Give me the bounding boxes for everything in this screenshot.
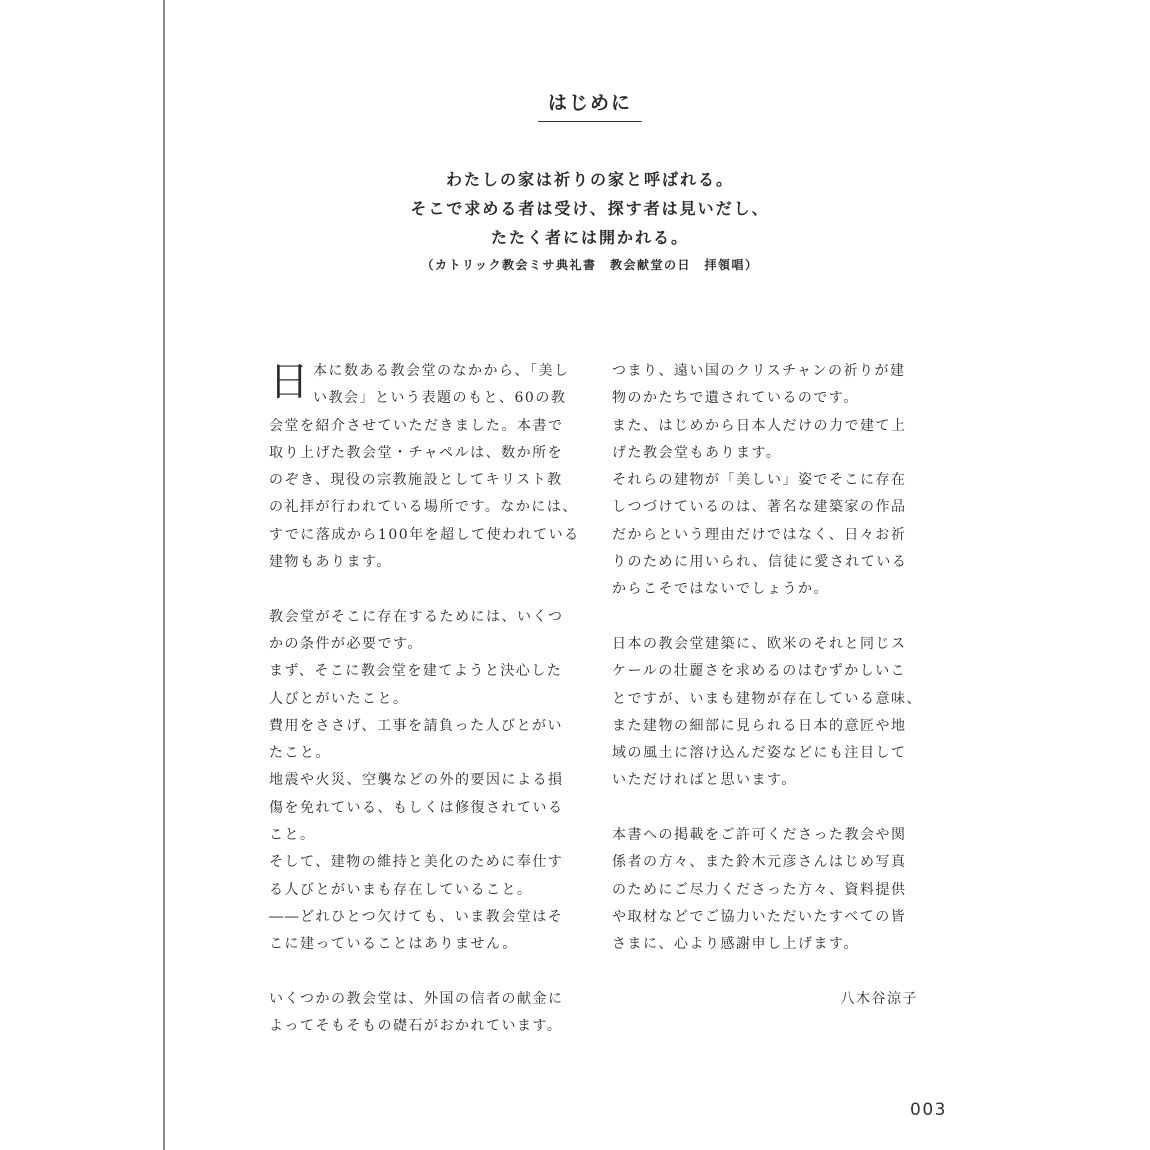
text-line: それらの建物が「美しい」姿でそこに存在 <box>612 472 907 489</box>
text-line: しつづけているのは、著名な建築家の作品 <box>612 499 907 516</box>
text-line: たこと。 <box>269 745 331 762</box>
text-line: とですが、いまも建物が存在している意味、 <box>612 690 922 707</box>
text-line: まず、そこに教会堂を建てようと決心した <box>269 663 563 680</box>
page-number: 003 <box>910 1100 947 1120</box>
epigraph-line: わたしの家は祈りの家と呼ばれる。 <box>445 170 734 189</box>
text-line: い教会」という表題のもと、60の教 <box>313 390 567 407</box>
epigraph-source: （カトリック教会ミサ典礼書 教会献堂の日 拝領唱） <box>421 258 759 272</box>
text-line: げた教会堂もあります。 <box>612 444 782 461</box>
text-line: いくつかの教会堂は、外国の信者の献金に <box>269 990 564 1007</box>
text-line: こと。 <box>269 827 316 844</box>
left-column <box>269 358 591 1068</box>
text-line: 取り上げた教会堂・チャペルは、数か所を <box>269 444 564 461</box>
text-line: る人びとがいまも存在していること。 <box>269 881 533 898</box>
text-line: すでに落成から100年を超して使われている <box>269 526 580 543</box>
text-line: かの条件が必要です。 <box>269 635 423 652</box>
text-line: だからという理由だけではなく、日々お祈 <box>612 526 907 543</box>
page-title: はじめに <box>538 88 642 122</box>
text-line: 人びとがいたこと。 <box>269 690 409 707</box>
drop-cap: 日 <box>269 359 311 405</box>
text-line: さまに、心より感謝申し上げます。 <box>612 936 859 953</box>
text-line: のためにご尽力くださった方々、資料提供 <box>612 881 907 898</box>
paragraph <box>612 358 934 604</box>
epigraph-line: そこで求める者は受け、探す者は見いだし、 <box>410 199 770 218</box>
text-line: 日本の教会堂建築に、欧米のそれと同じス <box>612 635 907 652</box>
paragraph <box>269 986 591 1041</box>
text-line: よってそもそもの礎石がおかれています。 <box>269 1018 563 1035</box>
text-line: 本に数ある教会堂のなかから、「美し <box>313 363 570 379</box>
text-line: のぞき、現役の宗教施設としてキリスト教 <box>269 472 563 489</box>
paragraph <box>269 604 591 959</box>
text-line: からこそではないでしょうか。 <box>612 581 829 598</box>
text-line: また、はじめから日本人だけの力で建て上 <box>612 417 907 434</box>
heading-block <box>0 88 1150 122</box>
text-line: 費用をささげ、工事を請負った人びとがい <box>269 717 563 734</box>
epigraph-line: たたく者には開かれる。 <box>490 228 689 247</box>
text-line: ケールの壮麗さを求めるのはむずかしいこ <box>612 663 907 680</box>
text-line: 傷を免れている、もしくは修復されている <box>269 799 564 816</box>
text-line: や取材などでご協力いただいたすべての皆 <box>612 908 907 925</box>
text-line: 建物もあります。 <box>269 554 392 571</box>
text-line: 係者の方々、また鈴木元彦さんはじめ写真 <box>612 854 907 871</box>
paragraph <box>612 631 934 795</box>
paragraph <box>612 822 934 958</box>
text-line: いただければと思います。 <box>612 772 797 789</box>
text-line: 会堂を紹介させていただきました。本書で <box>269 417 564 434</box>
text-line: 地震や火災、空襲などの外的要因による損 <box>269 772 564 789</box>
text-line: そして、建物の維持と美化のために奉仕す <box>269 854 564 871</box>
text-line: りのために用いられ、信徒に愛されている <box>612 554 908 571</box>
epigraph <box>0 165 1150 276</box>
text-line: また建物の細部に見られる日本的意匠や地 <box>612 717 907 734</box>
text-line: 物のかたちで遺されているのです。 <box>612 390 859 407</box>
text-line: ――どれひとつ欠けても、いま教会堂はそ <box>269 908 564 925</box>
text-line: の礼拝が行われている場所です。なかには、 <box>269 499 578 516</box>
text-line: 教会堂がそこに存在するためには、いくつ <box>269 608 564 625</box>
text-line: 域の風土に溶け込んだ姿などにも注目して <box>612 745 907 762</box>
text-line: こに建っていることはありません。 <box>269 936 518 953</box>
text-line: 本書への掲載をご許可くださった教会や関 <box>612 827 907 844</box>
text-line: つまり、遠い国のクリスチャンの祈りが建 <box>612 363 906 379</box>
author-signature: 八木谷涼子 <box>840 990 918 1007</box>
right-column <box>612 358 934 1013</box>
paragraph <box>269 358 591 576</box>
